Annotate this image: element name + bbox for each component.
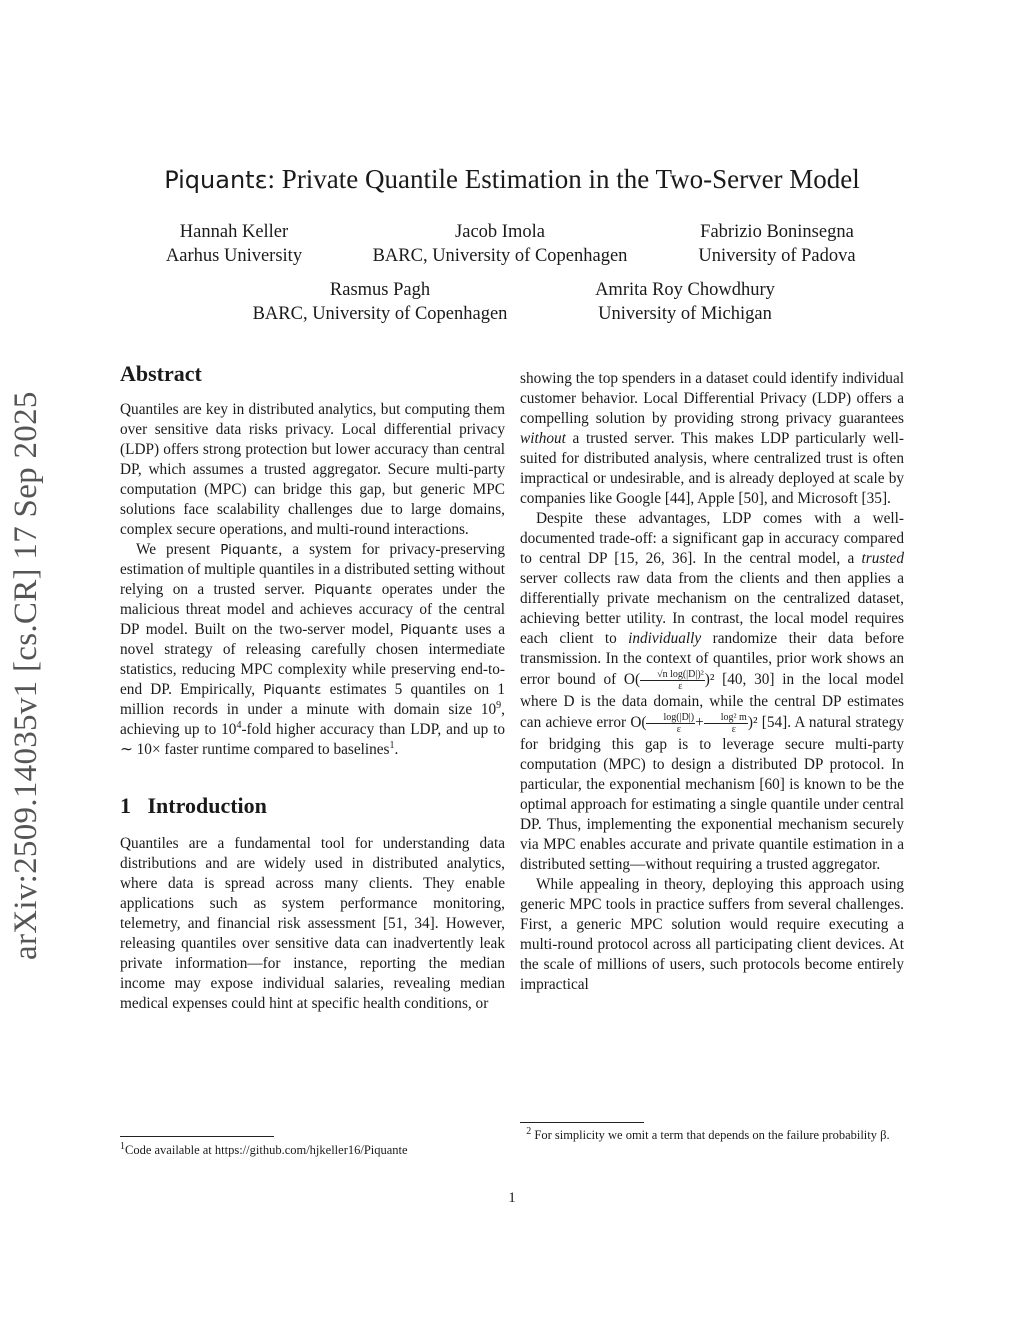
intro-paragraph: Quantiles are a fundamental tool for understanding data distributions and are widely used in distributed analytics, where data is spread across many clients. They enable applications such as system performance monitoring, telemetry, and financial risk assessment [51, 34]. However, releasing quantiles over sensitive data can inadvertently leak private information—for instance, reporting the median income may expose individual salaries, revealing median medical expenses could hint at specific health conditions, or (120, 835, 505, 1012)
footnote: $^1$Code available at https://github.com/hjkeller16/Piquante (120, 1140, 408, 1157)
body-paragraph: Despite these advantages, LDP comes with a well-documented trade-off: a significant gap in accuracy compared to central DP [15, 26, 36]. In the central model, a trusted server collects raw data from the clients and then applies a differentially private mechanism on the centralized dataset, achieving better utility. In contrast, the local model requires each client to individually randomize their data before transmission. In the context of quantiles, prior work shows an error bound of O( $\frac{\text{√n log(|D|)²}}{\varepsilon}$ )² [40, 30] in the local model where D is the data domain, while the central DP estimates can achieve error O( $\frac{\log(|D|)}{\varepsilon}$ + $\frac{\text{log² m}}{\varepsilon}$ )² [54]. A natural strategy for bridging this gap is to leverage secure multi-party computation (MPC) to design a distributed DP protocol. In particular, the exponential mechanism [60] is known to be the optimal approach for estimating a single quantile under central DP. Thus, implementing the exponential mechanism securely via MPC enables accurate and private quantile estimation in a distributed setting—without requiring a trusted aggregator. (520, 510, 905, 873)
author-block (672, 220, 882, 268)
abstract-paragraph: We present Piquantε, a system for privacy-preserving estimation of multiple quantiles in a distributed setting without relying on a trusted server. Piquantε operates under the malicious threat model and achieves accuracy of the central DP model. Built on the two-server model, Piquantε uses a novel strategy of releasing carefully chosen intermediate statistics, reducing MPC complexity while preserving end-to-end DP. Empirically, Piquantε estimates 5 quantiles on 1 million records in under a minute with domain size $10^9$, achieving up to $10^4$-fold higher accuracy than LDP, and up to ∼ 10× faster runtime compared to baselines$^1$. (120, 541, 505, 758)
footnote-rule (120, 1136, 274, 1137)
system-name: Piquantε (220, 542, 279, 558)
author-affiliation: Aarhus University (165, 246, 303, 266)
author-affiliation: BARC, University of Copenhagen (252, 304, 508, 324)
abstract-paragraph: Quantiles are key in distributed analytics, but computing them over sensitive data risks privacy. Local differential privacy (LDP) offers strong protection but lower accuracy than central DP, which assumes a trusted aggregator. Secure multi-party computation (MPC) can bridge this gap, but generic MPC solutions face scalability challenges due to large domains, complex secure operations, and multi-round interactions. (120, 401, 505, 538)
footnote-marker: 1 (389, 739, 395, 751)
author-name: Rasmus Pagh (329, 280, 431, 300)
math-fraction: $\frac{\text{√n log(|D|)²}}{\varepsilon}$ (640, 669, 705, 692)
system-name: Piquantε (263, 682, 322, 698)
abstract-heading: Abstract (120, 361, 202, 386)
arxiv-identifier: arXiv:2509.14035v1 [cs.CR] 17 Sep 2025 (8, 391, 44, 960)
author-block (570, 278, 800, 326)
section-heading: 1 Introduction (120, 793, 267, 818)
system-name: Piquantε (400, 622, 459, 638)
author-affiliation: University of Padova (698, 246, 856, 266)
footnote: $^2$ For simplicity we omit a term that depends on the failure probability β. (526, 1125, 890, 1142)
author-name: Amrita Roy Chowdhury (595, 280, 775, 300)
author-block (340, 220, 660, 268)
author-affiliation: University of Michigan (598, 304, 772, 324)
author-affiliation: BARC, University of Copenhagen (372, 246, 628, 266)
footnote-rule (520, 1122, 644, 1123)
title-text: : Private Quantile Estimation in the Two-Server Model (267, 164, 860, 194)
author-name: Hannah Keller (179, 222, 289, 242)
author-name: Fabrizio Boninsegna (700, 222, 854, 242)
system-name: Piquantε (164, 166, 268, 194)
left-column (120, 361, 505, 1014)
author-name: Jacob Imola (455, 222, 545, 242)
body-paragraph: showing the top spenders in a dataset could identify individual customer behavior. Local Differential Privacy (LDP) offers a compelling solution by providing strong privacy guarantees without a trusted server. This makes LDP particularly well-suited for distributed analysis, where centralized trust is often impractical or undesirable, and is already deployed at scale by companies like Google [44], Apple [50], and Microsoft [35]. (520, 370, 904, 507)
system-name: Piquantε (314, 582, 373, 598)
author-block (220, 278, 540, 326)
page-number: 1 (508, 1190, 516, 1206)
author-block (134, 220, 334, 268)
right-column (520, 369, 904, 995)
math-fraction: $\frac{\text{log² m}}{\varepsilon}$ (704, 712, 748, 735)
body-paragraph: While appealing in theory, deploying this approach using generic MPC tools in practice suffers from several challenges. First, a generic MPC solution would require executing a multi-round protocol across all participating client devices. At the scale of millions of users, such protocols become entirely impractical (520, 876, 904, 993)
math-fraction: $\frac{\log(|D|)}{\varepsilon}$ (646, 712, 695, 735)
paper-title (0, 164, 1024, 195)
